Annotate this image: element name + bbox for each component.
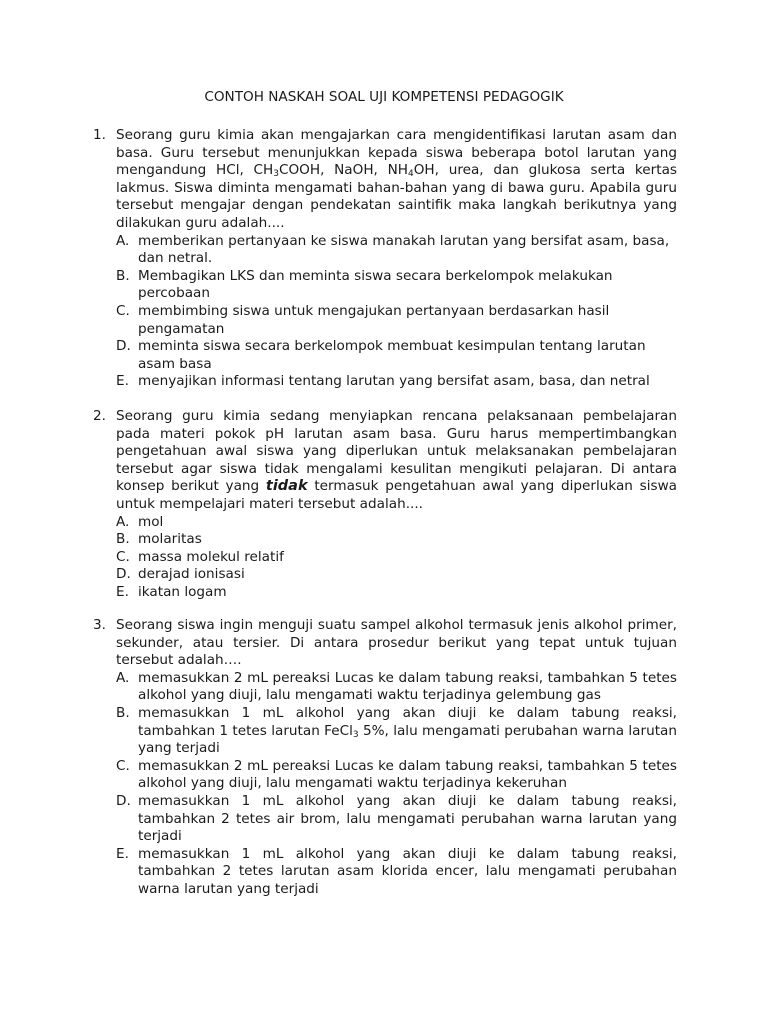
option-e: E. ikatan logam (116, 583, 227, 600)
option-d: D. memasukkan 1 mL alkohol yang akan diuji ke dalam tabung reaksi, tambahkan 2 tetes air brom, lalu mengamati perubahan warna larutan yang terjadi (116, 792, 677, 845)
page-title: CONTOH NASKAH SOAL UJI KOMPETENSI PEDAGOGIK (204, 89, 564, 105)
option-c: C. memasukkan 2 mL pereaksi Lucas ke dalam tabung reaksi, tambahkan 5 tetes alkohol yang diuji, lalu mengamati waktu terjadinya kekeruhan (116, 757, 677, 792)
emphasis-text: tidak (265, 478, 308, 495)
option-d: D. derajad ionisasi (116, 566, 245, 583)
option-c: C. membimbing siswa untuk mengajukan pertanyaan berdasarkan hasil pengamatan (116, 302, 610, 337)
option-list (116, 670, 677, 899)
option-b: B. Membagikan LKS dan meminta siswa secara berkelompok melakukan percobaan (116, 267, 613, 302)
option-b: B. memasukkan 1 mL alkohol yang akan diuji ke dalam tabung reaksi, tambahkan 1 tetes larutan FeCl$_3$ 5%, lalu mengamati perubahan warna larutan yang terjadi (116, 704, 677, 757)
option-e: E. memasukkan 1 mL alkohol yang akan diuji ke dalam tabung reaksi, tambahkan 2 tetes larutan asam klorida encer, lalu mengamati perubahan warna larutan yang terjadi (116, 845, 677, 897)
option-a: A. mol (116, 513, 164, 530)
question-stem: Seorang guru kimia sedang menyiapkan rencana pelaksanaan pembelajaran pada materi pokok pH larutan asam basa. Guru harus mempertimbangkan pengetahuan awal siswa yang diperlukan untuk melaksanakan pembelajaran tersebut agar siswa tidak mengalami kesulitan mengikuti pelajaran. Di antara konsep berikut yang tidak termasuk pengetahuan awal yang diperlukan siswa untuk mempelajari materi tersebut adalah.... (116, 408, 678, 512)
question-2 (93, 408, 677, 602)
option-c: C. massa molekul relatif (116, 548, 284, 565)
question-number: 1. (93, 127, 106, 143)
question-number: 3. (93, 617, 106, 633)
question-stem: Seorang siswa ingin menguji suatu sampel alkohol termasuk jenis alkohol primer, sekunder, atau tersier. Di antara prosedur berikut yang tepat untuk tujuan tersebut adalah…. (116, 617, 677, 669)
option-a: A. memasukkan 2 mL pereaksi Lucas ke dalam tabung reaksi, tambahkan 5 tetes alkohol yang diuji, lalu mengamati waktu terjadinya gelembung gas (116, 669, 677, 704)
option-b: B. molaritas (116, 531, 202, 548)
option-d: D. meminta siswa secara berkelompok membuat kesimpulan tentang larutan asam basa (116, 338, 646, 372)
option-e: E. menyajikan informasi tentang larutan yang bersifat asam, basa, dan netral (116, 373, 650, 390)
option-list (116, 233, 677, 391)
question-number: 2. (93, 408, 106, 424)
option-list (116, 514, 677, 602)
question-1 (93, 127, 677, 391)
option-a: A. memberikan pertanyaan ke siswa manakah larutan yang bersifat asam, basa, dan netral. (116, 232, 670, 267)
question-stem: Seorang guru kimia akan mengajarkan cara mengidentifikasi larutan asam dan basa. Guru tersebut menunjukkan kepada siswa beberapa botol larutan yang mengandung HCl, $CH_3COOH$, NaOH, $NH_4OH$, urea, dan glukosa serta kertas lakmus. Siswa diminta mengamati bahan-bahan yang di bawa guru. Apabila guru tersebut mengajar dengan pendekatan saintifik maka langkah berikutnya yang dilakukan guru adalah.... (116, 127, 677, 231)
question-3 (93, 617, 677, 899)
